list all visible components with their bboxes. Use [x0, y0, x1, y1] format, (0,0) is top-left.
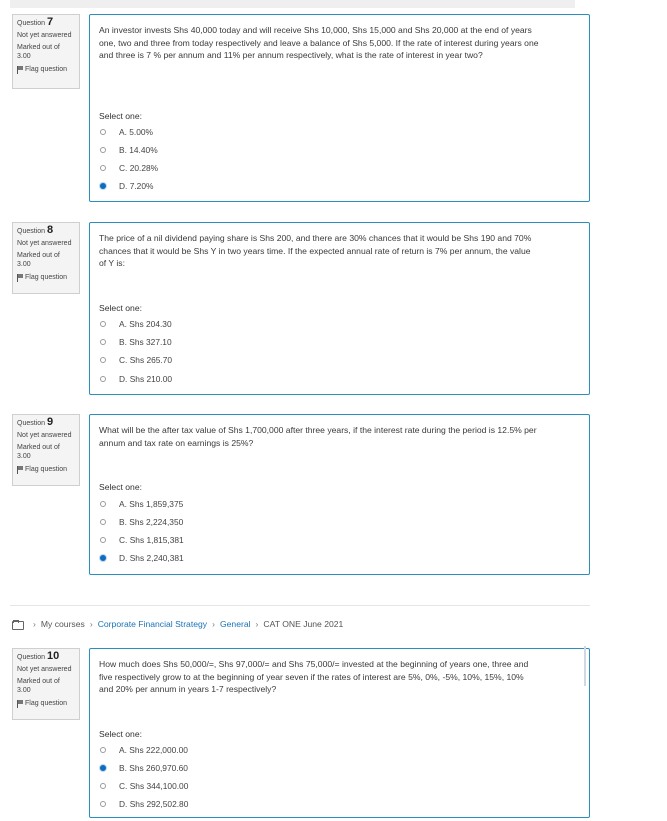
option-label: C. Shs 1,815,381 [119, 535, 184, 545]
question-mark: 3.00 [17, 53, 31, 60]
breadcrumb-my-courses: My courses [40, 619, 85, 629]
radio-button[interactable] [100, 747, 106, 753]
answer-option-d[interactable] [100, 373, 172, 385]
question-number: 8 [46, 224, 54, 236]
question-content [89, 222, 590, 395]
radio-button[interactable] [100, 376, 106, 382]
marked-out-of-label: Marked out of [17, 44, 60, 51]
select-one-label: Select one: [99, 111, 142, 121]
answer-option-b[interactable] [100, 336, 172, 348]
radio-button[interactable] [100, 129, 106, 135]
question-number: 9 [46, 416, 54, 428]
answer-option-b[interactable] [100, 762, 188, 774]
flag-question-label: Flag question [25, 66, 68, 73]
option-label: C. Shs 344,100.00 [119, 781, 189, 791]
question-text: An investor invests Shs 40,000 today and will receive Shs 10,000, Shs 15,000 and Shs 20,000 at the end of years one, two and three from today respectively and leave a balance of Shs 5,000. If the rate of interest during years one and three is 7 % per annum and 11% per annum respectively, what is the rate of interest in year two? [99, 25, 539, 60]
flag-question-label: Flag question [25, 466, 68, 473]
select-one-label: Select one: [99, 729, 142, 739]
answer-option-a[interactable] [100, 498, 183, 510]
question-mark: 3.00 [17, 261, 31, 268]
chevron-right-icon: › [89, 619, 93, 629]
marked-out-of-label: Marked out of [17, 444, 60, 451]
flag-icon [17, 700, 23, 707]
flag-question-button[interactable] [17, 465, 75, 474]
question-text: What will be the after tax value of Shs 1,700,000 after three years, if the interest rate during the period is 12.5% per annum and tax rate on earnings is 25%? [99, 425, 537, 448]
flag-question-label: Flag question [25, 274, 68, 281]
question-status: Not yet answered [17, 666, 72, 673]
flag-question-button[interactable] [17, 65, 75, 74]
answer-option-b[interactable] [100, 516, 183, 528]
option-label: C. Shs 265.70 [119, 355, 173, 365]
question-label: Question [17, 654, 46, 661]
answer-option-a[interactable] [100, 126, 153, 138]
radio-button[interactable] [100, 321, 106, 327]
question-status: Not yet answered [17, 32, 72, 39]
option-label: C. 20.28% [119, 163, 159, 173]
radio-button[interactable] [100, 147, 106, 153]
option-label: B. 14.40% [119, 145, 158, 155]
flag-question-button[interactable] [17, 699, 75, 708]
question-status: Not yet answered [17, 432, 72, 439]
select-one-label: Select one: [99, 303, 142, 313]
question-number: 10 [46, 650, 60, 662]
option-label: A. Shs 204.30 [119, 319, 172, 329]
breadcrumb [12, 617, 343, 631]
answer-option-d[interactable] [100, 798, 188, 810]
home-icon[interactable] [12, 620, 24, 629]
radio-button[interactable] [100, 519, 106, 525]
question-mark: 3.00 [17, 687, 31, 694]
option-label: D. Shs 2,240,381 [119, 553, 184, 563]
question-label: Question [17, 228, 46, 235]
question-10 [12, 648, 590, 818]
answer-option-c[interactable] [100, 162, 158, 174]
scrollbar[interactable] [584, 646, 586, 686]
answer-option-a[interactable] [100, 744, 188, 756]
flag-icon [17, 466, 23, 473]
question-status: Not yet answered [17, 240, 72, 247]
question-number: 7 [46, 16, 54, 28]
marked-out-of-label: Marked out of [17, 252, 60, 259]
radio-button[interactable] [100, 537, 106, 543]
radio-button[interactable] [100, 783, 106, 789]
flag-question-button[interactable] [17, 273, 75, 282]
question-content [89, 414, 590, 575]
question-info [12, 14, 80, 89]
answer-option-a[interactable] [100, 318, 172, 330]
divider [10, 605, 590, 606]
option-label: D. 7.20% [119, 181, 154, 191]
top-bar [10, 0, 575, 8]
option-label: B. Shs 260,970.60 [119, 763, 188, 773]
answer-option-d[interactable] [100, 552, 184, 564]
question-8 [12, 222, 590, 395]
question-7 [12, 14, 590, 202]
option-label: A. 5.00% [119, 127, 153, 137]
question-content [89, 14, 590, 202]
flag-question-label: Flag question [25, 700, 68, 707]
question-label: Question [17, 420, 46, 427]
option-label: B. Shs 327.10 [119, 337, 172, 347]
flag-icon [17, 66, 23, 73]
option-label: D. Shs 292,502.80 [119, 799, 189, 809]
radio-button[interactable] [100, 801, 106, 807]
answer-option-b[interactable] [100, 144, 158, 156]
radio-button-selected[interactable] [100, 555, 106, 561]
radio-button-selected[interactable] [100, 765, 106, 771]
radio-button[interactable] [100, 339, 106, 345]
chevron-right-icon: › [255, 619, 259, 629]
answer-option-d[interactable] [100, 180, 153, 192]
flag-icon [17, 274, 23, 281]
select-one-label: Select one: [99, 482, 142, 492]
answer-option-c[interactable] [100, 534, 184, 546]
question-label: Question [17, 20, 46, 27]
radio-button[interactable] [100, 357, 106, 363]
question-text: The price of a nil dividend paying share is Shs 200, and there are 30% chances that it would be Shs 190 and 70% chances that it would be Shs Y in two years time. If the expected annual rate of return is 7% per annum, the value of Y is: [99, 233, 532, 268]
option-label: A. Shs 1,859,375 [119, 499, 184, 509]
option-label: B. Shs 2,224,350 [119, 517, 184, 527]
question-info [12, 648, 80, 720]
question-info [12, 222, 80, 294]
breadcrumb-quiz[interactable]: CAT ONE June 2021 [263, 619, 344, 629]
breadcrumb-section[interactable]: General [219, 619, 251, 629]
question-info [12, 414, 80, 486]
marked-out-of-label: Marked out of [17, 678, 60, 685]
answer-option-c[interactable] [100, 354, 172, 366]
option-label: A. Shs 222,000.00 [119, 745, 188, 755]
question-text: How much does Shs 50,000/=, Shs 97,000/= and Shs 75,000/= invested at the beginning of years one, three and five respectively grow to at the beginning of year seven if the rates of interest are 5%, 0%, -5%, 10%, 15%, 10% and 20% per annum in years 1-7 respectively? [99, 659, 529, 694]
option-label: D. Shs 210.00 [119, 374, 173, 384]
question-mark: 3.00 [17, 453, 31, 460]
answer-option-c[interactable] [100, 780, 188, 792]
radio-button[interactable] [100, 501, 106, 507]
question-9 [12, 414, 590, 575]
chevron-right-icon: › [212, 619, 215, 629]
breadcrumb-course[interactable]: Corporate Financial Strategy [97, 619, 208, 629]
chevron-right-icon: › [33, 619, 36, 629]
radio-button-selected[interactable] [100, 183, 106, 189]
radio-button[interactable] [100, 165, 106, 171]
question-content [89, 648, 590, 818]
